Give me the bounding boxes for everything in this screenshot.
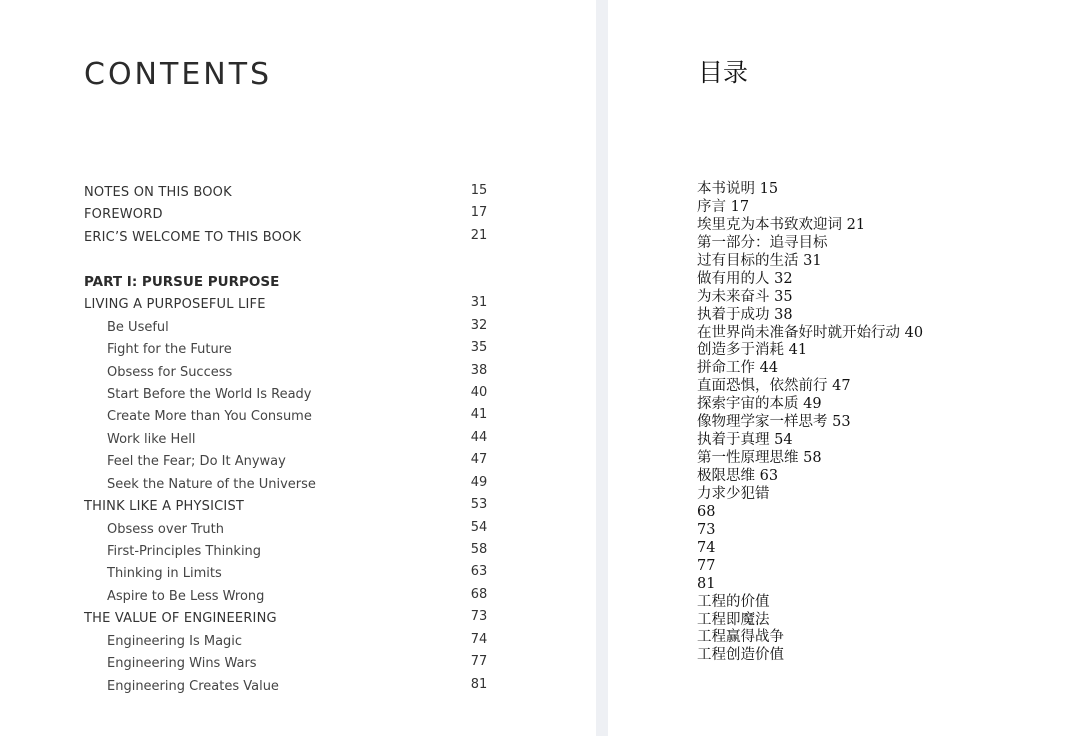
toc-zh-line: 本书说明 15: [697, 181, 779, 197]
toc-zh-line: 工程创造价值: [697, 647, 784, 664]
toc-zh-line: 像物理学家一样思考 53: [697, 414, 851, 431]
toc-entry-label: Work like Hell: [107, 431, 196, 447]
toc-entry-label: Start Before the World Is Ready: [107, 386, 312, 402]
toc-subentry: [84, 539, 494, 561]
toc-entry-label: NOTES ON THIS BOOK: [84, 185, 232, 200]
toc-english: [84, 180, 494, 696]
toc-subentry: [84, 315, 494, 337]
toc-entry-page: 49: [470, 474, 488, 490]
toc-entry-label: Thinking in Limits: [107, 566, 222, 582]
toc-entry-label: PART I: PURSUE PURPOSE: [84, 273, 280, 290]
toc-entry-page: 40: [470, 384, 488, 400]
toc-zh-line: 极限思维 63: [697, 468, 779, 484]
toc-zh-line: 做有用的人 32: [697, 270, 793, 287]
toc-entry-page: 54: [470, 519, 488, 535]
toc-entry-page: 63: [470, 564, 488, 580]
toc-zh-line: 执着于成功 38: [697, 306, 793, 323]
toc-subentry: [84, 517, 494, 539]
contents-title: CONTENTS: [84, 57, 273, 92]
toc-zh-line: 73: [697, 521, 716, 538]
toc-subentry: [84, 449, 494, 471]
toc-zh-line: 68: [697, 503, 716, 520]
toc-entry-page: 77: [470, 654, 488, 670]
toc-entry: [84, 225, 494, 247]
toc-zh-line: 拼命工作 44: [697, 360, 779, 377]
toc-subentry: [84, 651, 494, 673]
toc-zh-line: 81: [697, 575, 716, 592]
toc-entry-page: 81: [470, 676, 488, 692]
toc-zh-line: 第一性原理思维 58: [697, 450, 822, 467]
toc-entry-page: 15: [470, 183, 488, 198]
toc-entry-page: 38: [470, 362, 488, 378]
toc-subentry: [84, 584, 494, 606]
toc-entry-label: FOREWORD: [84, 207, 163, 223]
toc-entry-label: Feel the Fear; Do It Anyway: [107, 454, 286, 470]
toc-entry-label: Engineering Wins Wars: [107, 656, 257, 672]
toc-entry-page: 74: [470, 631, 488, 647]
toc-entry-label: ERIC’S WELCOME TO THIS BOOK: [84, 229, 302, 245]
toc-zh-line: 工程即魔法: [697, 611, 770, 628]
toc-entry-label: THE VALUE OF ENGINEERING: [84, 611, 277, 627]
toc-zh-line: 工程赢得战争: [697, 629, 784, 646]
toc-zh-line: 77: [697, 557, 716, 574]
toc-zh-line: 力求少犯错: [697, 485, 770, 502]
toc-zh-line: 工程的价值: [697, 593, 770, 610]
toc-subentry: [84, 404, 494, 426]
toc-chinese: [697, 181, 923, 665]
toc-entry: [84, 606, 494, 628]
toc-subentry: [84, 561, 494, 583]
toc-entry-label: First-Principles Thinking: [107, 544, 262, 559]
toc-entry-label: Create More than You Consume: [107, 409, 312, 425]
toc-entry-page: 35: [470, 340, 488, 356]
toc-zh-line: 执着于真理 54: [697, 432, 793, 449]
toc-zh-line: 74: [697, 539, 716, 556]
toc-entry-page: 21: [470, 227, 488, 243]
toc-subentry: [84, 360, 494, 382]
toc-entry-page: 58: [470, 542, 488, 557]
toc-zh-line: 序言 17: [697, 198, 750, 215]
toc-zh-line: 埃里克为本书致欢迎词 21: [697, 216, 866, 233]
toc-part-heading: [84, 270, 494, 292]
toc-spacer: [84, 247, 494, 269]
toc-entry-label: Fight for the Future: [107, 342, 232, 358]
toc-entry-page: 32: [470, 317, 488, 333]
toc-zh-line: 创造多于消耗 41: [697, 342, 808, 359]
toc-entry-page: 17: [470, 205, 488, 221]
toc-entry-label: Aspire to Be Less Wrong: [107, 588, 265, 604]
toc-zh-line: 直面恐惧，依然前行 47: [697, 378, 851, 395]
toc-entry: [84, 202, 494, 224]
toc-entry-label: Engineering Creates Value: [107, 678, 279, 694]
toc-entry-label: Obsess over Truth: [107, 521, 225, 537]
toc-zh-line: 第一部分：追寻目标: [697, 234, 828, 251]
toc-entry-page: 68: [470, 586, 488, 602]
toc-entry-page: 53: [470, 497, 488, 513]
toc-zh-line: 探索宇宙的本质 49: [697, 396, 822, 413]
toc-entry-label: Obsess for Success: [107, 364, 233, 380]
toc-subentry: [84, 427, 494, 449]
toc-entry: [84, 180, 494, 202]
toc-zh-line: 在世界尚未准备好时就开始行动 40: [697, 324, 924, 341]
toc-entry-label: Be Useful: [107, 319, 169, 335]
toc-subentry: [84, 629, 494, 651]
toc-entry-label: THINK LIKE A PHYSICIST: [84, 499, 245, 515]
toc-entry-page: 41: [470, 407, 488, 423]
right-page: [608, 0, 1080, 736]
toc-entry-page: 31: [470, 295, 488, 311]
toc-entry: [84, 494, 494, 516]
page-gutter: [596, 0, 608, 736]
toc-entry: [84, 292, 494, 314]
toc-entry-page: 73: [470, 609, 488, 625]
toc-subentry: [84, 337, 494, 359]
toc-entry-page: 44: [470, 429, 488, 445]
toc-subentry: [84, 674, 494, 696]
toc-entry-label: Seek the Nature of the Universe: [107, 476, 316, 492]
toc-entry-label: Engineering Is Magic: [107, 633, 243, 649]
toc-subentry: [84, 382, 494, 404]
toc-zh-line: 过有目标的生活 31: [697, 252, 822, 269]
toc-zh-line: 为未来奋斗 35: [697, 288, 793, 305]
toc-entry-page: 47: [470, 452, 488, 468]
toc-entry-label: LIVING A PURPOSEFUL LIFE: [84, 297, 266, 313]
chinese-contents-title: 目录: [698, 58, 749, 87]
toc-subentry: [84, 472, 494, 494]
